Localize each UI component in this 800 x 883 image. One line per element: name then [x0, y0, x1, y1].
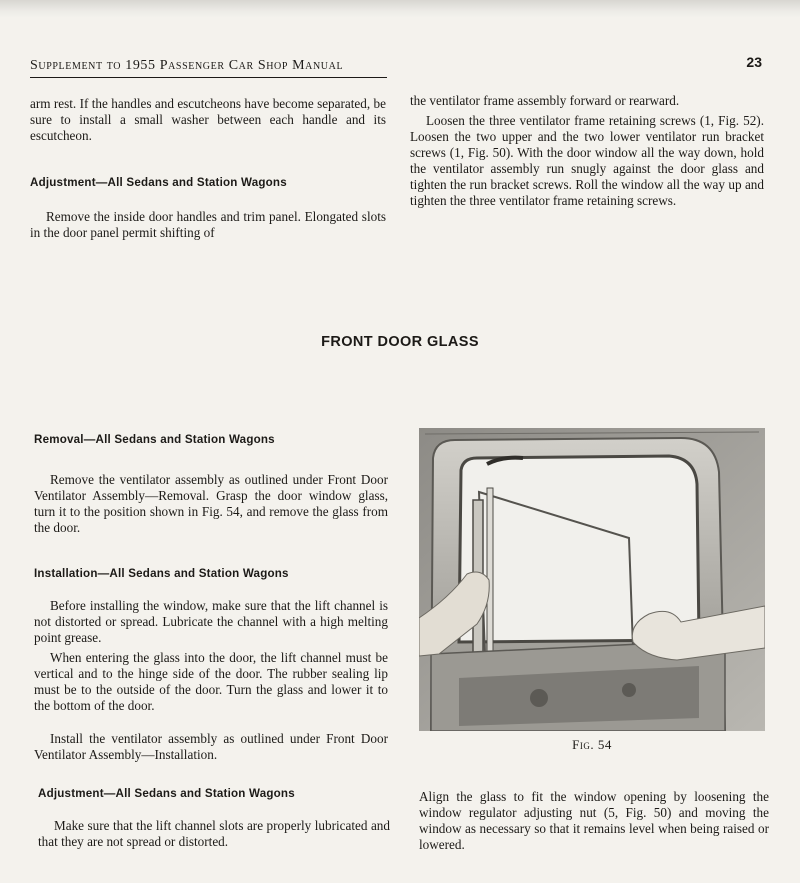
door-glass-photo	[419, 428, 765, 731]
paragraph-ventilator-continuation: the ventilator frame assembly forward or rearward.	[410, 93, 680, 108]
paragraph-adjustment-glass: Make sure that the lift channel slots are properly lubricated and that they are not spread or distorted.	[38, 818, 390, 849]
paragraph-removal: Remove the ventilator assembly as outlined under Front Door Ventilator Assembly—Removal. Grasp the door window glass, turn it to the position shown in Fig. 54, and remove the glass from the door.	[34, 472, 388, 535]
page-header	[30, 54, 766, 76]
section-title-front-door-glass: FRONT DOOR GLASS	[321, 334, 479, 350]
page-number: 23	[746, 54, 762, 70]
paragraph-installation-3: Install the ventilator assembly as outlined under Front Door Ventilator Assembly—Installation.	[34, 731, 388, 762]
subhead-removal: Removal—All Sedans and Station Wagons	[34, 433, 275, 446]
paragraph-remove-door-handles: Remove the inside door handles and trim panel. Elongated slots in the door panel permit shifting of	[30, 209, 386, 240]
paragraph-align-glass: Align the glass to fit the window opening by loosening the window regulator adjusting nut (5, Fig. 50) and moving the window as necessary so that it remains level when being raised or lowered.	[419, 789, 769, 852]
paragraph-arm-rest-continuation: arm rest. If the handles and escutcheons have become separated, be sure to install a small washer between each handle and its escutcheon.	[30, 96, 386, 143]
running-header-title: Supplement to 1955 Passenger Car Shop Manual	[30, 58, 344, 73]
subhead-adjustment-ventilator: Adjustment—All Sedans and Station Wagons	[30, 176, 287, 189]
figure-54-caption: Fig. 54	[572, 737, 612, 752]
header-rule	[30, 77, 387, 78]
scan-edge	[0, 0, 800, 18]
subhead-installation: Installation—All Sedans and Station Wagons	[34, 567, 289, 580]
paragraph-installation-2: When entering the glass into the door, the lift channel must be vertical and to the hinge side of the door. The rubber sealing lip must be to the outside of the door. Turn the glass and lower it to the bottom of the door.	[34, 650, 388, 713]
figure-54-photo	[419, 428, 765, 731]
subhead-adjustment-glass: Adjustment—All Sedans and Station Wagons	[38, 787, 295, 800]
paragraph-installation-1: Before installing the window, make sure that the lift channel is not distorted or spread. Lubricate the channel with a high melting point grease.	[34, 598, 388, 645]
paragraph-loosen-ventilator-screws: Loosen the three ventilator frame retaining screws (1, Fig. 52). Loosen the two upper and the two lower ventilator run bracket screws (1, Fig. 50). With the door window all the way down, hold the ventilator assembly run snugly against the door glass and tighten the run bracket screws. Roll the window all the way up and tighten the three ventilator frame retaining screws.	[410, 113, 764, 208]
